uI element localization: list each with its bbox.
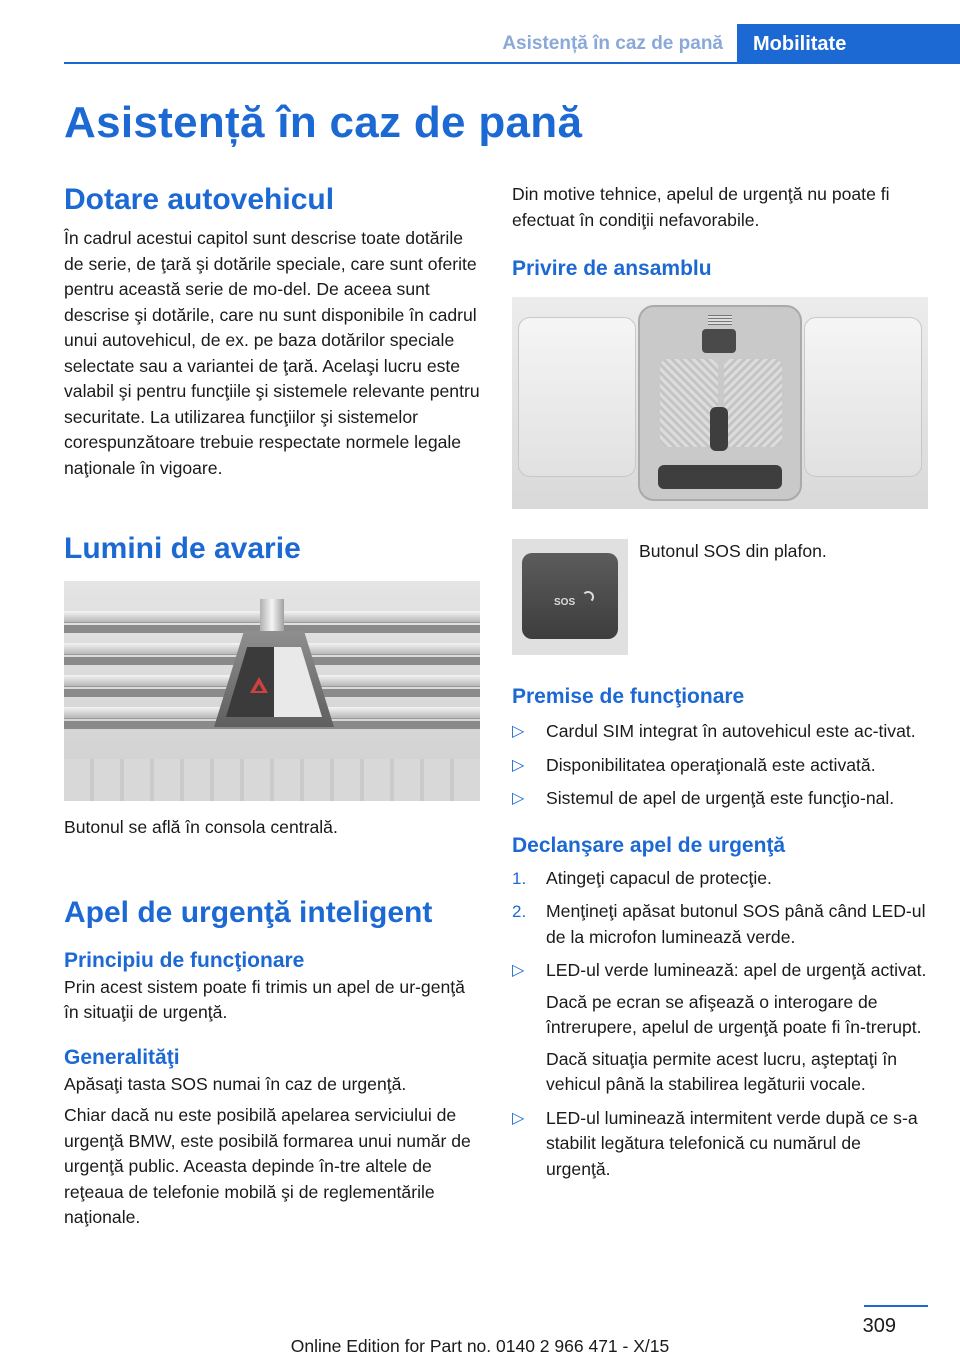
heading-principiu: Principiu de funcţionare [64,948,305,972]
lumini-caption: Butonul se află în consola centrală. [64,817,338,837]
sos-figure [512,539,928,655]
premise-list [512,719,928,812]
footer-rule [864,1305,928,1307]
heading-generalitati: Generalităţi [64,1045,180,1069]
page-number: 309 [862,1315,896,1337]
list-item: 1. Atingeţi capacul de protecţie. [512,867,772,888]
edition-note: Online Edition for Part no. 0140 2 966 471 - X/15 [290,1336,670,1356]
heading-premise: Premise de funcţionare [512,685,745,708]
sos-caption: Butonul SOS din plafon. [639,541,827,561]
heading-apel: Apel de urgenţă inteligent [64,895,433,929]
list-item: ▷ LED-ul luminează intermitent verde după ce s-a stabilit legătura telefonică cu numărul de urgenţă. [512,1107,918,1179]
intro-text: Din motive tehnice, apelul de urgenţă nu poate fi efectuat în condiţii nefavorabile. [512,184,890,230]
heading-dotare: Dotare autovehicul [64,183,335,216]
sos-button-image [512,539,628,655]
list-item: ▷ Disponibilitatea operaţională este activată. [512,753,928,779]
heading-lumini: Lumini de avarie [64,532,301,565]
sos-label: SOS [554,597,576,608]
left-column [64,182,480,1231]
list-item: ▷ Cardul SIM integrat în autovehicul este ac‐tivat. [512,719,928,745]
list-item: 2. Menţineţi apăsat butonul SOS până când LED-ul de la microfon luminează verde. [512,901,926,947]
dotare-text: În cadrul acestui capitol sunt descrise toate dotările de serie, de ţară şi dotările speciale, care sunt oferite pentru această serie de mo‐del. De aceea sunt descrise şi dotările, care nu sunt disponibile în cadrul unui autovehicul, de ex. pe baza dotărilor speciale selectate sau a variantei de ţară. Acelaşi lucru este valabil şi pentru funcţiile şi sistemele relevante pentru securitate. La utilizarea funcţiilor şi sistemelor corespunzătoare trebuie respectate normele legale naţionale în vigoare. [64,228,480,478]
list-item: ▷ LED-ul verde luminează: apel de urgenţă activat. Dacă pe ecran se afişează o interogare de întrerupere, apelul de urgenţă poate fi în‐trerupt. Dacă situaţia permite acest lucru, aşteptaţi în vehicul până la stabilirea legăturii vocale. [512,960,927,1094]
header-section-title: Asistență în caz de pană [502,33,723,54]
sos-cover-icon [702,329,736,353]
bullet-triangle-icon: ▷ [512,756,525,774]
principiu-text: Prin acest sistem poate fi trimis un apel de ur‐genţă în situaţii de urgenţă. [64,976,465,1022]
generalitati-p2: Chiar dacă nu este posibilă apelarea serviciului de urgenţă BMW, este posibilă formarea unui număr de urgenţă public. Aceasta depinde în‐tre altele de reţeaua de telefonie mobilă şi de reglementările naţionale. [64,1105,471,1227]
overhead-console-image [512,297,928,509]
bullet-triangle-icon: ▷ [512,790,525,807]
list-item: ▷ Sistemul de apel de urgenţă este funcţio‐nal. [512,786,928,812]
bullet-triangle-icon: ▷ [512,962,525,979]
steps-list [512,866,928,1183]
bullet-triangle-icon: ▷ [512,723,525,740]
header-rule [64,62,737,64]
header-chapter-tab: Mobilitate [737,24,960,64]
phone-icon [582,591,594,603]
right-column [512,182,928,1182]
bullet-triangle-icon: ▷ [512,1109,525,1127]
heading-privire: Privire de ansamblu [512,257,712,280]
hazard-button-image [64,581,480,801]
page-title: Asistență în caz de pană [64,98,583,147]
microphone-grill-icon [708,315,732,325]
generalitati-p1: Apăsaţi tasta SOS numai în caz de urgenţă. [64,1073,407,1094]
heading-declansare: Declanşare apel de urgenţă [512,833,786,857]
